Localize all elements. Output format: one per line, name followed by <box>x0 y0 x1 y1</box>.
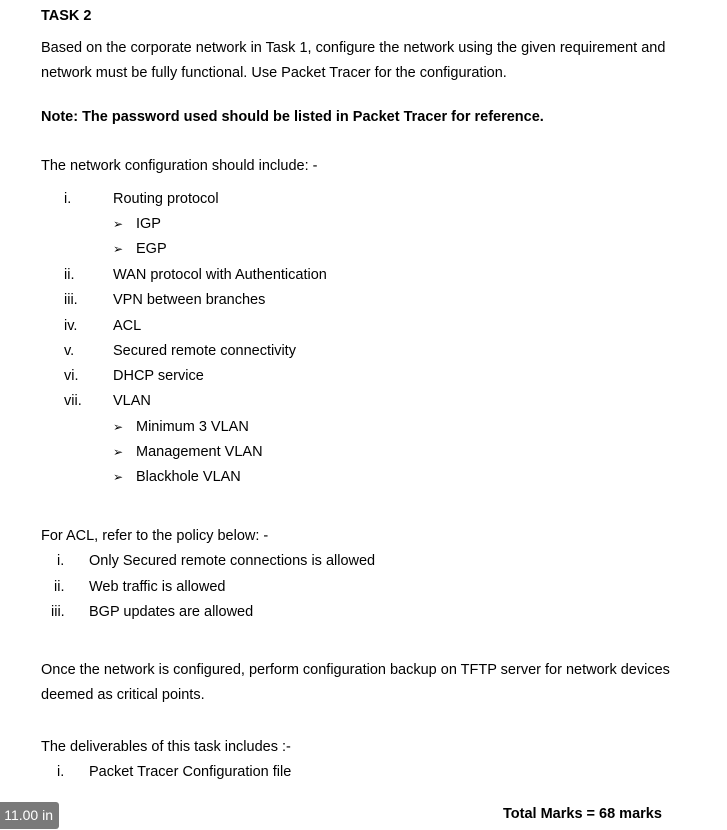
note-text: Note: The password used should be listed in Packet Tracer for reference. <box>41 109 544 125</box>
arrow-bullet-icon: ➢ <box>113 420 124 434</box>
config-heading: The network configuration should include: - <box>41 158 318 174</box>
backup-paragraph: Once the network is configured, perform configuration backup on TFTP server for network devices deemed as critical points. <box>41 662 670 703</box>
list-item: Packet Tracer Configuration file <box>89 764 292 780</box>
deliverables-heading: The deliverables of this task includes :- <box>41 739 291 755</box>
list-number: vii. <box>64 393 82 409</box>
arrow-bullet-icon: ➢ <box>113 470 124 484</box>
page-position-indicator: 11.00 in <box>0 802 59 829</box>
list-item: Web traffic is allowed <box>89 579 226 595</box>
arrow-bullet-icon: ➢ <box>113 242 124 256</box>
list-number: i. <box>57 553 65 569</box>
list-number: ii. <box>64 267 75 283</box>
list-number: v. <box>64 343 75 359</box>
intro-paragraph: Based on the corporate network in Task 1, configure the network using the given requirement and network must be fully functional. Use Packet Tracer for the configuration. <box>41 40 666 81</box>
list-item: VPN between branches <box>113 292 266 308</box>
sub-list-item: EGP <box>136 241 167 257</box>
list-item: BGP updates are allowed <box>89 604 254 620</box>
list-number: iii. <box>51 604 65 620</box>
list-number: ii. <box>54 579 65 595</box>
list-number: iii. <box>64 292 78 308</box>
acl-heading: For ACL, refer to the policy below: - <box>41 528 269 544</box>
arrow-bullet-icon: ➢ <box>113 217 124 231</box>
list-number: i. <box>57 764 65 780</box>
list-item: Routing protocol <box>113 191 219 207</box>
list-number: iv. <box>64 318 78 334</box>
sub-list-item: Minimum 3 VLAN <box>136 419 249 435</box>
list-item: WAN protocol with Authentication <box>113 267 327 283</box>
sub-list-item: Blackhole VLAN <box>136 469 241 485</box>
total-marks: Total Marks = 68 marks <box>503 806 662 822</box>
list-item: Only Secured remote connections is allowed <box>89 553 376 569</box>
arrow-bullet-icon: ➢ <box>113 445 124 459</box>
list-item: Secured remote connectivity <box>113 343 296 359</box>
sub-list-item: IGP <box>136 216 161 232</box>
list-item: VLAN <box>113 393 151 409</box>
task-title: TASK 2 <box>41 8 92 24</box>
list-item: ACL <box>113 318 142 334</box>
list-item: DHCP service <box>113 368 204 384</box>
list-number: i. <box>64 191 72 207</box>
list-number: vi. <box>64 368 79 384</box>
sub-list-item: Management VLAN <box>136 444 263 460</box>
